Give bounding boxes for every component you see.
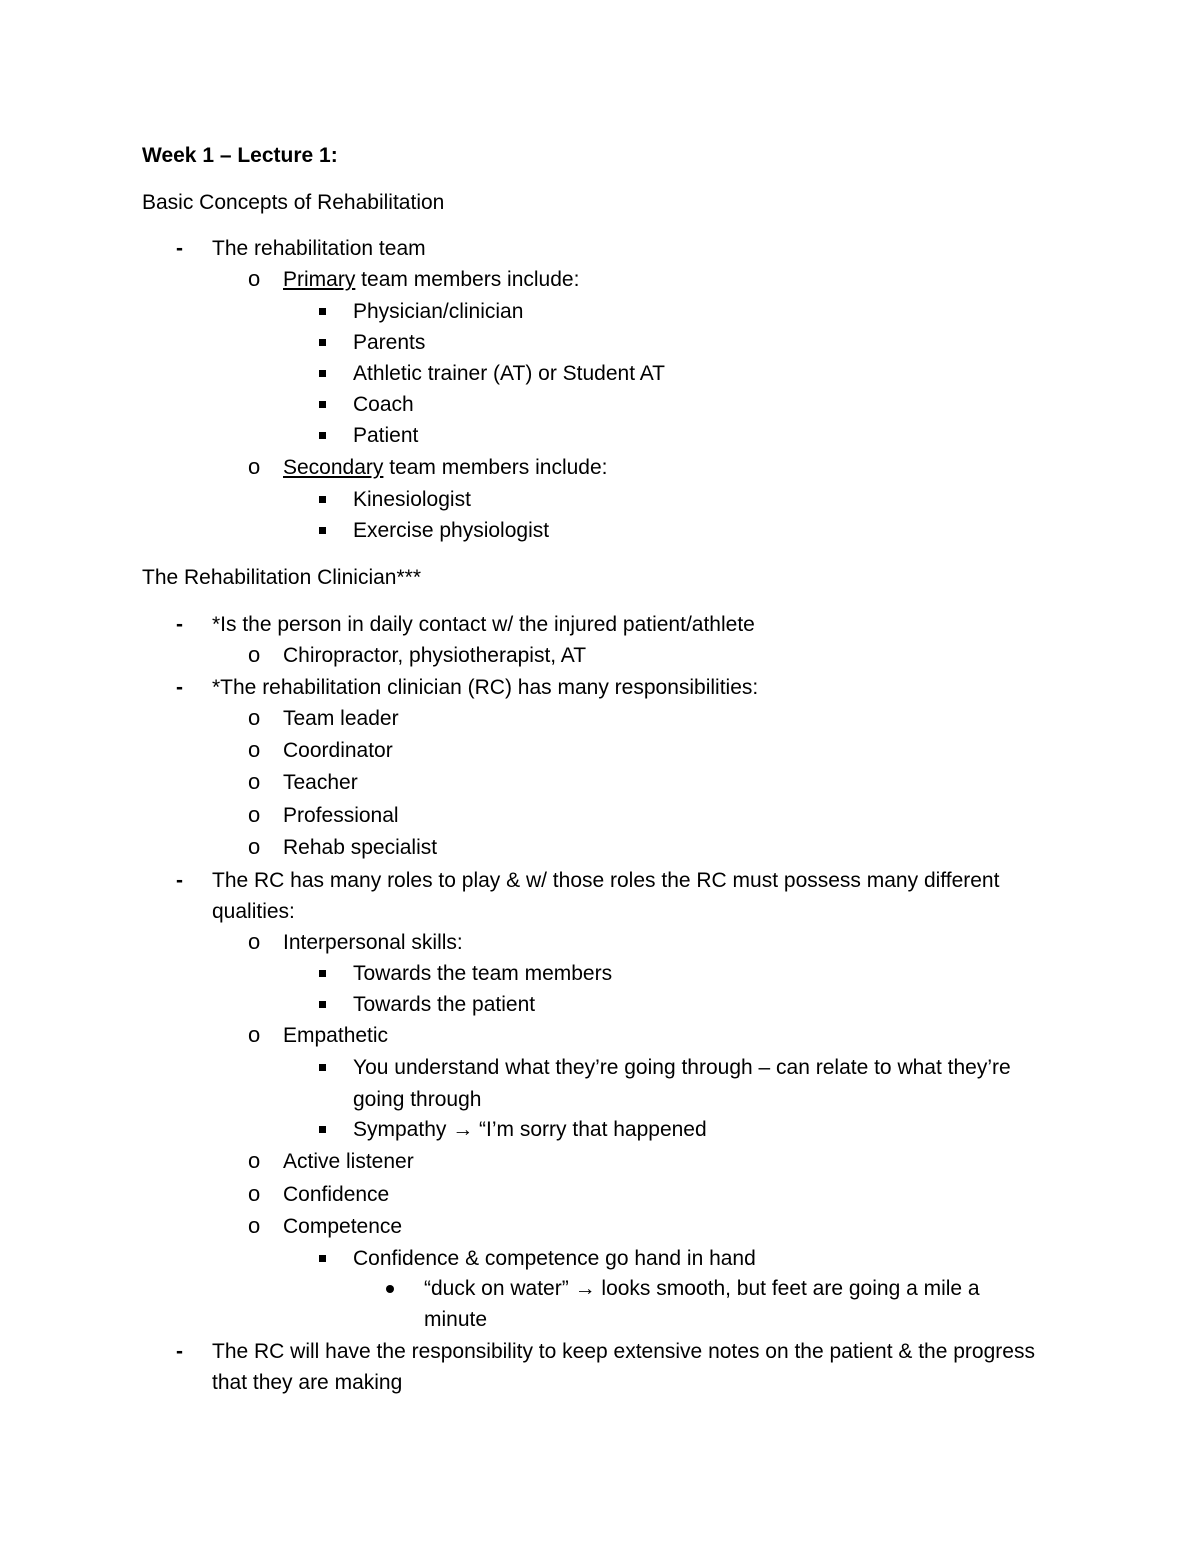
interpersonal-item: Towards the team members	[353, 962, 613, 985]
empathetic-item-line2: going through	[353, 1088, 482, 1111]
square-bullet	[319, 1126, 326, 1133]
interpersonal-skills: Interpersonal skills:	[283, 931, 463, 954]
bullet-roles-line1: The RC has many roles to play & w/ those roles the RC must possess many different	[212, 869, 1000, 892]
empathetic: Empathetic	[283, 1024, 389, 1047]
circle-bullet: o	[248, 737, 261, 762]
duck-on-water-line1	[424, 1276, 980, 1302]
circle-bullet: o	[248, 802, 261, 827]
square-bullet	[319, 432, 326, 439]
responsibility-item: Teacher	[283, 771, 358, 794]
primary-item: Coach	[353, 393, 414, 416]
dash-bullet: -	[176, 869, 183, 892]
sympathy-label: Sympathy	[353, 1118, 453, 1141]
dot-bullet	[386, 1285, 394, 1293]
interpersonal-item: Towards the patient	[353, 993, 536, 1016]
secondary-underlined: Secondary	[283, 456, 384, 479]
page-title: Week 1 – Lecture 1:	[142, 144, 338, 167]
square-bullet	[319, 1064, 326, 1071]
circle-bullet: o	[248, 769, 261, 794]
duck-explanation: looks smooth, but feet are going a mile a	[595, 1277, 980, 1300]
square-bullet	[319, 1001, 326, 1008]
active-listener: Active listener	[283, 1150, 414, 1173]
competence-item: Confidence & competence go hand in hand	[353, 1247, 756, 1270]
primary-underlined: Primary	[283, 268, 356, 291]
square-bullet	[319, 496, 326, 503]
secondary-members-line	[283, 455, 608, 481]
responsibility-item: Team leader	[283, 707, 399, 730]
section-heading-basic-concepts: Basic Concepts of Rehabilitation	[142, 191, 445, 214]
square-bullet	[319, 401, 326, 408]
duck-on-water-line2: minute	[424, 1308, 488, 1331]
competence: Competence	[283, 1215, 403, 1238]
square-bullet	[319, 970, 326, 977]
secondary-item: Exercise physiologist	[353, 519, 550, 542]
dash-bullet: -	[176, 613, 183, 636]
square-bullet	[319, 339, 326, 346]
circle-bullet: o	[248, 266, 261, 291]
bullet-daily-contact: *Is the person in daily contact w/ the injured patient/athlete	[212, 613, 755, 636]
duck-quote: “duck on water”	[424, 1277, 575, 1300]
circle-bullet: o	[248, 705, 261, 730]
square-bullet	[319, 527, 326, 534]
empathetic-item-line1: You understand what they’re going through – can relate to what they’re	[353, 1056, 1011, 1079]
bullet-roles-line2: qualities:	[212, 900, 295, 923]
primary-item: Patient	[353, 424, 419, 447]
primary-item: Physician/clinician	[353, 300, 524, 323]
secondary-rest: team members include:	[383, 456, 608, 479]
primary-rest: team members include:	[355, 268, 580, 291]
primary-item: Athletic trainer (AT) or Student AT	[353, 362, 666, 385]
dash-bullet: -	[176, 1340, 183, 1363]
arrow-right-icon: →	[452, 1118, 474, 1141]
daily-contact-sub: Chiropractor, physiotherapist, AT	[283, 644, 587, 667]
circle-bullet: o	[248, 1148, 261, 1173]
square-bullet	[319, 308, 326, 315]
primary-item: Parents	[353, 331, 426, 354]
bullet-rehab-team: The rehabilitation team	[212, 237, 426, 260]
arrow-right-icon: →	[574, 1277, 596, 1300]
circle-bullet: o	[248, 642, 261, 667]
dash-bullet: -	[176, 676, 183, 699]
secondary-item: Kinesiologist	[353, 488, 471, 511]
square-bullet	[319, 370, 326, 377]
bullet-notes-line2: that they are making	[212, 1371, 403, 1394]
section-heading-clinician: The Rehabilitation Clinician***	[142, 566, 421, 589]
responsibility-item: Coordinator	[283, 739, 393, 762]
sympathy-item	[353, 1117, 707, 1143]
bullet-notes-line1: The RC will have the responsibility to keep extensive notes on the patient & the progress	[212, 1340, 1035, 1363]
circle-bullet: o	[248, 1213, 261, 1238]
bullet-responsibilities: *The rehabilitation clinician (RC) has many responsibilities:	[212, 676, 759, 699]
responsibility-item: Professional	[283, 804, 399, 827]
responsibility-item: Rehab specialist	[283, 836, 438, 859]
circle-bullet: o	[248, 929, 261, 954]
circle-bullet: o	[248, 454, 261, 479]
square-bullet	[319, 1255, 326, 1262]
primary-members-line	[283, 267, 579, 293]
sympathy-quote: “I’m sorry that happened	[473, 1118, 707, 1141]
circle-bullet: o	[248, 1181, 261, 1206]
confidence: Confidence	[283, 1183, 390, 1206]
circle-bullet: o	[248, 1022, 261, 1047]
dash-bullet: -	[176, 237, 183, 260]
circle-bullet: o	[248, 834, 261, 859]
